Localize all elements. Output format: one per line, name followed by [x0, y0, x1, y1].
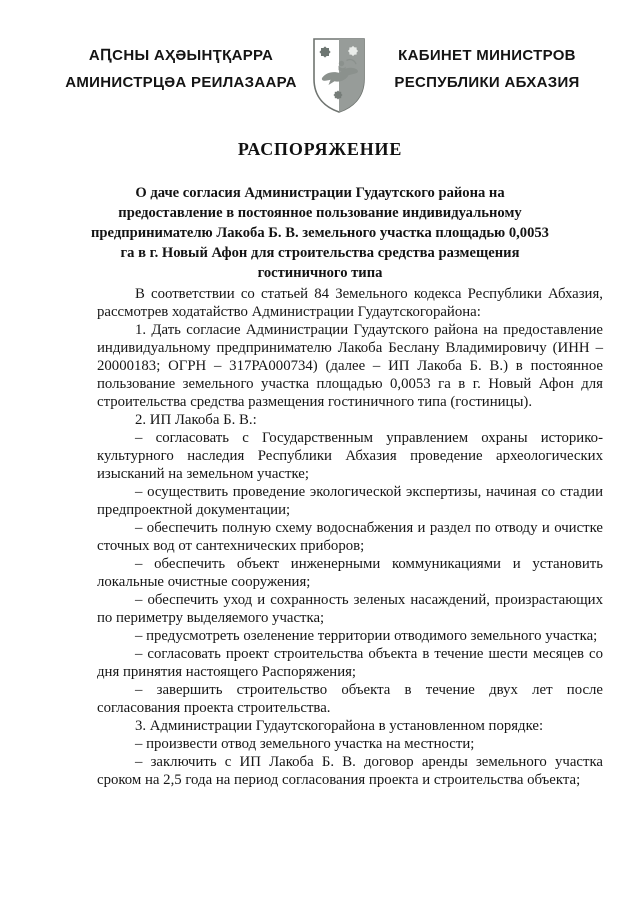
body-paragraph: В соответствии со статьей 84 Земельного кодекса Республики Абхазия, рассмотрев ходатайство Администрации Гудаутскогорайона:: [97, 286, 603, 320]
org-name-abkhaz: [61, 42, 301, 96]
body-paragraph: – согласовать с Государственным управлением охраны историко-культурного наследия Республики Абхазия проведение археологических изысканий на земельном участке;: [97, 430, 603, 482]
body-paragraph: – заключить с ИП Лакоба Б. В. договор аренды земельного участка сроком на 2,5 года на период согласования проекта и строительства объекта;: [97, 754, 603, 788]
document-subject: О даче согласия Администрации Гудаутского района на предоставление в постоянное пользование индивидуальному предпринимателю Лакоба Б. В. земельного участка площадью 0,0053 га в г. Новый Афон для строительства средства размещения гостиничного типа: [91, 185, 549, 281]
body-paragraph: – завершить строительство объекта в течение двух лет после согласования проекта строительства.: [97, 682, 603, 716]
letterhead: [0, 0, 640, 125]
document-title: РАСПОРЯЖЕНИЕ: [237, 139, 403, 159]
body-paragraph: – обеспечить уход и сохранность зеленых насаждений, произрастающих по периметру выделяемого участка;: [97, 592, 603, 626]
body-paragraph: – обеспечить полную схему водоснабжения и раздел по отводу и очистке сточных вод от сантехнических приборов;: [97, 520, 603, 554]
org-name-russian-line1: КАБИНЕТ МИНИСТРОВ: [398, 47, 576, 64]
body-paragraph: – произвести отвод земельного участка на местности;: [135, 736, 475, 752]
org-name-russian-line2: РЕСПУБЛИКИ АБХАЗИЯ: [394, 74, 580, 91]
coat-of-arms-icon: [311, 37, 367, 115]
document-body: [97, 285, 603, 789]
body-paragraph: 3. Администрации Гудаутскогорайона в установленном порядке:: [135, 718, 544, 734]
org-name-abkhaz-line1: АԤСНЫ АҲӘЫНҬҚАРРА: [88, 47, 274, 64]
body-paragraph: 2. ИП Лакоба Б. В.:: [135, 412, 257, 428]
org-name-abkhaz-line2: АМИНИСТРЦӘА РЕИЛАЗААРА: [65, 74, 297, 91]
body-paragraph: – предусмотреть озеленение территории отводимого земельного участка;: [135, 628, 598, 644]
body-paragraph: 1. Дать согласие Администрации Гудаутского района на предоставление индивидуальному предпринимателю Лакоба Беслану Владимировичу (ИНН –20000183; ОГРН – 317РА000734) (далее – ИП Лакоба Б. В.) в постоянное пользование земельного участка площадью 0,0053 га в г. Новый Афон для строительства средства размещения гостиничного типа (гостиницы).: [97, 322, 603, 410]
document-subject-wrap: [0, 183, 640, 283]
body-paragraph: – согласовать проект строительства объекта в течение шести месяцев со дня принятия настоящего Распоряжения;: [97, 646, 603, 680]
org-name-russian: [387, 42, 587, 96]
body-paragraph: – обеспечить объект инженерными коммуникациями и установить локальные очистные сооружения;: [97, 556, 603, 590]
body-paragraph: – осуществить проведение экологической экспертизы, начиная со стадии предпроектной документации;: [97, 484, 603, 518]
